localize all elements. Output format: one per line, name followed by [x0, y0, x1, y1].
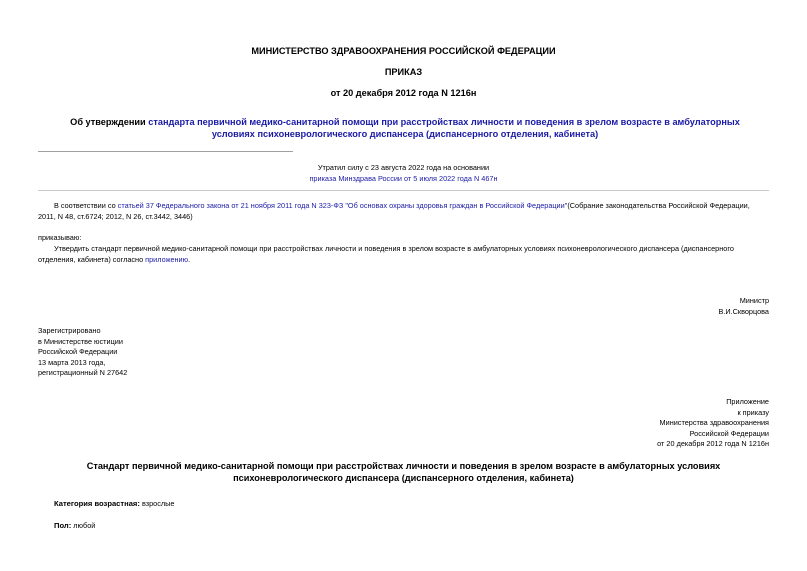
status-note-text: Утратил силу с 23 августа 2022 года на основании [317, 163, 490, 172]
order-text-end: . [188, 254, 191, 264]
appendix-line: Министерства здравоохранения [659, 418, 769, 428]
registration-line: Российской Федерации [38, 347, 118, 357]
appendix-block [569, 397, 769, 450]
preamble-rest: (Собрание законодательства Российской Федерации, 2011, N 48, ст.6724; 2012, N 26, ст.3442, 3446) [38, 201, 750, 221]
repeal-order-link[interactable]: приказа Минздрава России от 5 июля 2022 года N 467н [309, 173, 498, 183]
registration-line: в Министерстве юстиции [38, 336, 123, 346]
title-divider [38, 151, 293, 152]
law-article-link[interactable]: статьей 37 Федерального закона от 21 ноября 2011 года N 323-ФЗ "Об основах охраны здоровья граждан в Российской Федерации" [117, 201, 568, 210]
order-paragraph [38, 244, 769, 265]
registration-line: регистрационный N 27642 [38, 368, 128, 378]
order-word: приказываю: [38, 233, 82, 242]
appendix-link[interactable]: приложению [145, 254, 189, 264]
order-title-prefix: Об утверждении [70, 117, 146, 127]
note-divider [38, 190, 769, 191]
status-note [250, 163, 557, 184]
appendix-line: Приложение [726, 397, 769, 406]
registration-line: 13 марта 2013 года, [38, 357, 106, 367]
doc-type-heading: ПРИКАЗ [384, 67, 423, 77]
order-text: Утвердить стандарт первичной медико-санитарной помощи при расстройствах личности и поведения в зрелом возрасте в амбулаторных условиях психоневрологического диспансера (диспансерного отделения, кабинета) согласно [38, 244, 734, 264]
order-title [55, 116, 755, 140]
signature-role: Министр [739, 296, 769, 305]
sex-value: любой [73, 521, 96, 530]
preamble-paragraph [38, 201, 769, 222]
doc-date-number: от 20 декабря 2012 года N 1216н [330, 88, 477, 98]
sex-label: Пол: [54, 521, 72, 530]
standard-link[interactable]: стандарта первичной медико-санитарной помощи при расстройствах личности и поведения в зрелом возрасте в амбулаторных условиях психоневрологического диспансера (диспансерного отделения, кабинета) [148, 117, 740, 139]
age-value: взрослые [141, 499, 175, 508]
registration-block [38, 326, 238, 379]
appendix-line: от 20 декабря 2012 года N 1216н [657, 439, 769, 449]
standard-title: Стандарт первичной медико-санитарной помощи при расстройствах личности и поведения в зрелом возрасте в амбулаторных условиях психоневрологического диспансера (диспансерного отделения, кабинета) [86, 461, 721, 483]
age-label: Категория возрастная: [54, 499, 140, 508]
sex-category [54, 521, 95, 532]
age-category [54, 499, 174, 510]
ministry-heading: МИНИСТЕРСТВО ЗДРАВООХРАНЕНИЯ РОССИЙСКОЙ ФЕДЕРАЦИИ [251, 46, 556, 56]
signature-block [569, 296, 769, 317]
appendix-line: к приказу [737, 407, 769, 417]
appendix-line: Российской Федерации [689, 428, 769, 438]
registration-line: Зарегистрировано [38, 326, 101, 335]
preamble-start: В соответствии со [54, 201, 116, 210]
signature-name: В.И.Скворцова [718, 306, 769, 316]
